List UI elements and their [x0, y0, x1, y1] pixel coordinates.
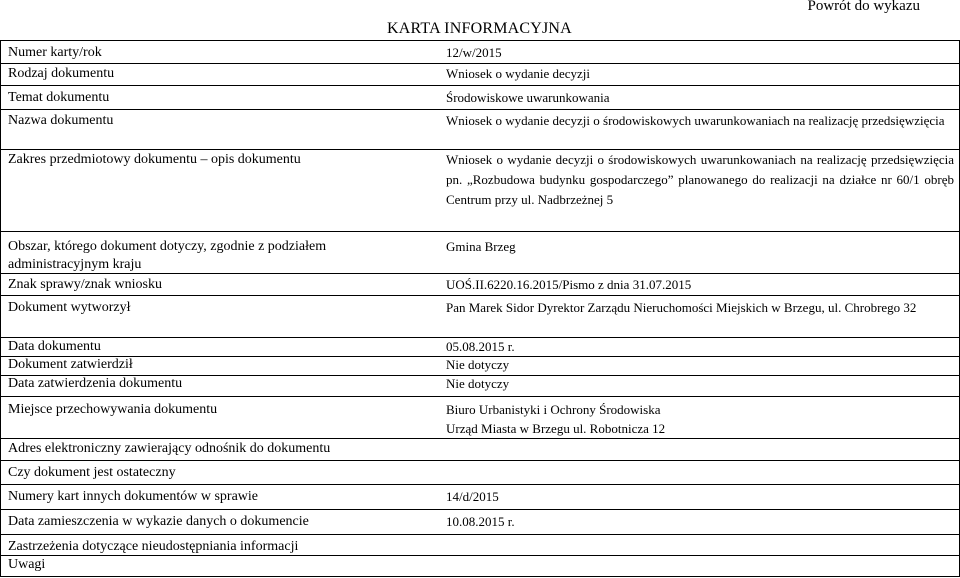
row-divider	[0, 534, 960, 535]
value-area: Gmina Brzeg	[446, 239, 516, 254]
label-document-topic: Temat dokumentu	[8, 90, 110, 105]
label-related-cards: Numery kart innych dokumentów w sprawie	[8, 489, 258, 504]
back-to-list-link[interactable]: Powrót do wykazu	[807, 0, 920, 14]
label-storage-location: Miejsce przechowywania dokumentu	[8, 402, 218, 417]
value-created-by: Pan Marek Sidor Dyrektor Zarządu Nieruchomości Miejskich w Brzegu, ul. Chrobrego 32	[446, 300, 917, 315]
label-card-number: Numer karty/rok	[8, 45, 102, 60]
row-divider	[0, 438, 960, 439]
row-divider	[0, 109, 960, 110]
label-scope-description: Zakres przedmiotowy dokumentu – opis dokumentu	[8, 152, 301, 167]
value-case-number: UOŚ.II.6220.16.2015/Pismo z dnia 31.07.2015	[446, 277, 692, 292]
label-case-number: Znak sprawy/znak wniosku	[8, 277, 162, 292]
value-publication-date: 10.08.2015 r.	[446, 514, 515, 529]
value-card-number: 12/w/2015	[446, 45, 502, 60]
value-storage-location-line2: Urząd Miasta w Brzegu ul. Robotnicza 12	[446, 421, 666, 436]
row-divider	[0, 85, 960, 86]
card-title: KARTA INFORMACYJNA	[387, 20, 572, 37]
value-approved-by: Nie dotyczy	[446, 357, 510, 372]
value-storage-location-line1: Biuro Urbanistyki i Ochrony Środowiska	[446, 402, 661, 417]
label-approval-date: Data zatwierdzenia dokumentu	[8, 376, 183, 391]
row-divider	[0, 484, 960, 485]
row-divider	[0, 555, 960, 556]
row-divider	[0, 460, 960, 461]
label-notes: Uwagi	[8, 557, 46, 572]
value-document-date: 05.08.2015 r.	[446, 339, 515, 354]
label-approved-by: Dokument zatwierdził	[8, 357, 133, 372]
value-document-name: Wniosek o wydanie decyzji o środowiskowych uwarunkowaniach na realizację przedsięwzięcia	[446, 113, 945, 128]
label-restrictions: Zastrzeżenia dotyczące nieudostępniania informacji	[8, 539, 299, 554]
table-bottom-border	[0, 576, 960, 577]
label-document-name: Nazwa dokumentu	[8, 113, 114, 128]
value-scope-description: Wniosek o wydanie decyzji o środowiskowych uwarunkowaniach na realizację przedsięwzięcia pn. „Rozbudowa budynku gospodarczego” planowanego do realizacji na działce nr 60/1 obręb Centrum przy ul. Nadbrzeżnej 5	[446, 152, 954, 207]
label-created-by: Dokument wytworzył	[8, 300, 131, 315]
row-divider	[0, 509, 960, 510]
row-divider	[0, 396, 960, 397]
value-related-cards: 14/d/2015	[446, 489, 499, 504]
label-document-date: Data dokumentu	[8, 339, 101, 354]
label-area: Obszar, którego dokument dotyczy, zgodnie z podziałem administracyjnym kraju	[8, 239, 327, 272]
label-is-final: Czy dokument jest ostateczny	[8, 465, 176, 480]
row-divider	[0, 295, 960, 296]
row-divider	[0, 273, 960, 274]
label-publication-date: Data zamieszczenia w wykazie danych o dokumencie	[8, 514, 309, 529]
row-divider	[0, 231, 960, 232]
value-approval-date: Nie dotyczy	[446, 376, 510, 391]
value-document-type: Wniosek o wydanie decyzji	[446, 66, 591, 81]
label-electronic-address: Adres elektroniczny zawierający odnośnik do dokumentu	[8, 441, 331, 456]
table-top-border	[0, 40, 960, 41]
label-document-type: Rodzaj dokumentu	[8, 66, 115, 81]
value-document-topic: Środowiskowe uwarunkowania	[446, 90, 610, 105]
